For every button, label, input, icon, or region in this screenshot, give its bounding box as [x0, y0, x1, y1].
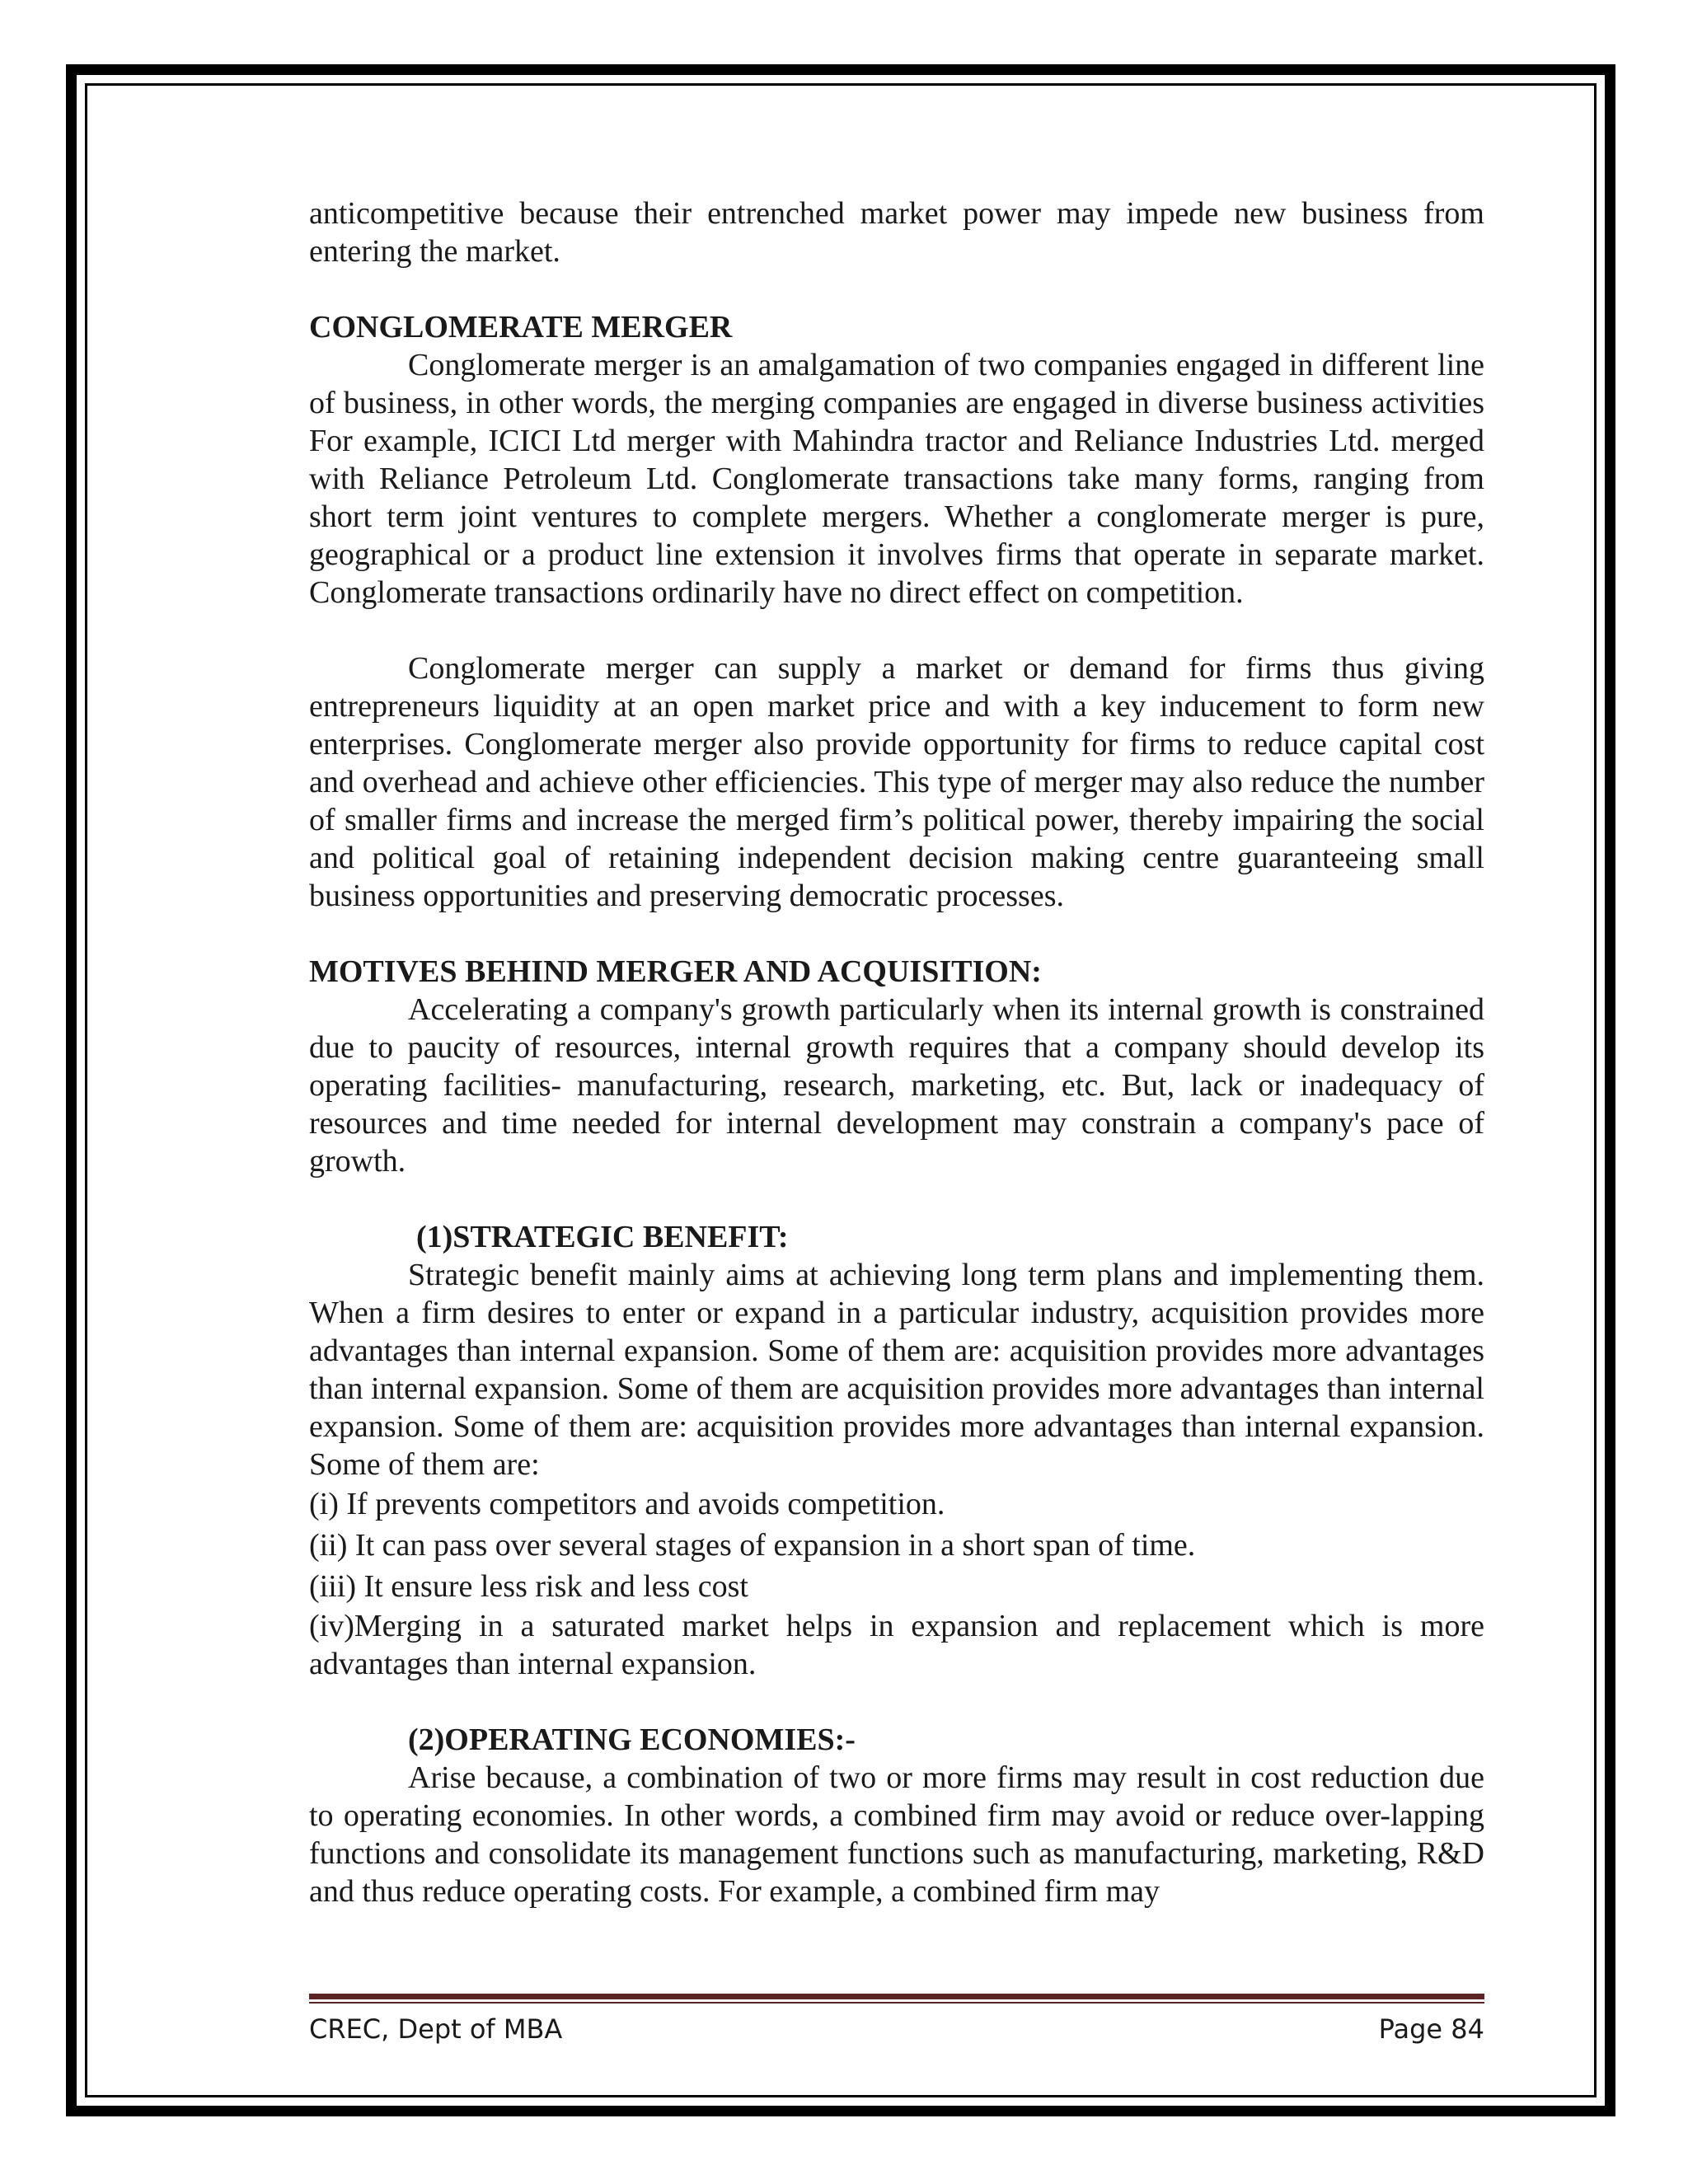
list-item: (iv)Merging in a saturated market helps in expansion and replacement which is more advantages than internal expansion.: [309, 1609, 1484, 1681]
conglomerate-paragraph-2: Conglomerate merger can supply a market or demand for firms thus giving entrepreneurs liquidity at an open market price and with a key inducement to form new enterprises. Conglomerate merger also provide opportunity for firms to reduce capital cost and overhead and achieve other efficiencies. This type of merger may also reduce the number of smaller firms and increase the merged firm’s political power, thereby impairing the social and political goal of retaining independent decision making centre guaranteeing small business opportunities and preserving democratic processes.: [309, 651, 1484, 913]
strategic-heading: (1)STRATEGIC BENEFIT:: [416, 1220, 789, 1254]
strategic-paragraph: Strategic benefit mainly aims at achieving long term plans and implementing them. When a firm desires to enter or expand in a particular industry, acquisition provides more advantages than internal expansion. Some of them are: acquisition provides more advantages than internal expansion. Some of them are acquisition provides more advantages than internal expansion. Some of them are: acquisition provides more advantages than internal expansion. Some of them are:: [309, 1258, 1484, 1482]
footer-divider: [309, 1994, 1484, 1999]
operating-heading: (2)OPERATING ECONOMIES:-: [408, 1722, 856, 1757]
list-item: (i) If prevents competitors and avoids competition.: [309, 1487, 945, 1521]
conglomerate-paragraph-1: Conglomerate merger is an amalgamation of two companies engaged in different line of business, in other words, the merging companies are engaged in diverse business activities For example, ICICI Ltd merger with Mahindra tractor and Reliance Industries Ltd. merged with Reliance Petroleum Ltd. Conglomerate transactions take many forms, ranging from short term joint ventures to complete mergers. Whether a conglomerate merger is pure, geographical or a product line extension it involves firms that operate in separate market. Conglomerate transactions ordinarily have no direct effect on competition.: [309, 348, 1484, 610]
footer-divider-thin: [309, 2002, 1484, 2004]
operating-paragraph: Arise because, a combination of two or more firms may result in cost reduction due to operating economies. In other words, a combined firm may avoid or reduce over-lapping functions and consolidate its management functions such as manufacturing, marketing, R&D and thus reduce operating costs. For example, a combined firm may: [309, 1760, 1484, 1909]
intro-paragraph: anticompetitive because their entrenched market power may impede new business from entering the market.: [309, 196, 1484, 269]
list-item: (ii) It can pass over several stages of expansion in a short span of time.: [309, 1528, 1196, 1563]
footer-department: CREC, Dept of MBA: [309, 2013, 563, 2045]
page-number: Page 84: [1378, 2013, 1484, 2045]
list-item: (iii) It ensure less risk and less cost: [309, 1569, 748, 1604]
conglomerate-heading: CONGLOMERATE MERGER: [309, 310, 733, 344]
motives-heading: MOTIVES BEHIND MERGER AND ACQUISITION:: [309, 954, 1042, 989]
motives-paragraph: Accelerating a company's growth particularly when its internal growth is constrained due to paucity of resources, internal growth requires that a company should develop its operating facilities- manufacturing, research, marketing, etc. But, lack or inadequacy of resources and time needed for internal development may constrain a company's pace of growth.: [309, 992, 1484, 1179]
page-body: [309, 194, 1484, 1910]
